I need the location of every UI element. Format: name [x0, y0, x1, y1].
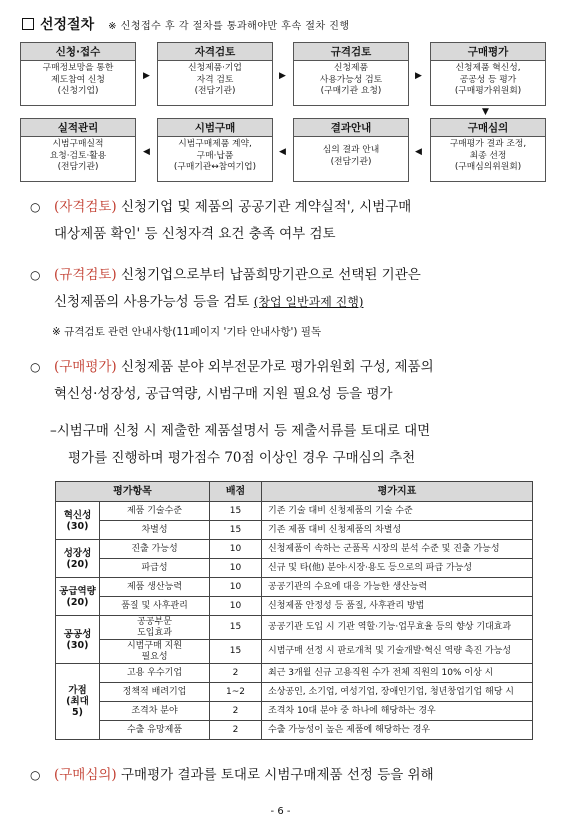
flow-step-line: 공공성 등 평가: [459, 74, 517, 85]
arrow-right-icon: ▶: [143, 71, 150, 81]
item-cell: 품질 및 사후관리: [100, 597, 210, 616]
indicator-cell: 공공기관 도입 시 기관 역할·기능·업무효율 등의 향상 기대효과: [262, 616, 533, 640]
flow-step-title: 결과안내: [294, 119, 408, 137]
flow-step-line: (전담기관): [57, 162, 99, 172]
paragraph-text: 대상제품 확인' 등 신청자격 요건 충족 여부 검토: [54, 226, 336, 242]
bullet-circle-icon: ○: [30, 360, 41, 374]
paragraph-text: 신청기업 및 제품의 공공기관 계약실적', 시범구매: [116, 199, 412, 215]
flow-step-line: 신청제품·기업: [188, 63, 242, 73]
score-cell: 15: [210, 616, 262, 640]
paragraph-text: 혁신성·성장성, 공급역량, 시범구매 지원 필요성 등을 평가: [54, 386, 393, 402]
category-cell: 성장성 (20): [56, 540, 100, 578]
item-cell: 조격차 분야: [100, 702, 210, 721]
keyword: (규격검토): [54, 267, 117, 283]
flow-step-result: [293, 118, 409, 182]
arrow-left-icon: ◀: [415, 147, 422, 157]
flow-step-title: 실적관리: [21, 119, 135, 137]
flow-step-title: 신청·접수: [21, 43, 135, 61]
flow-step-line: 시범구매제품 계약,: [178, 139, 252, 149]
flow-step-line: 시범구매실적: [52, 139, 104, 149]
score-cell: 10: [210, 559, 262, 578]
score-cell: 2: [210, 702, 262, 721]
category-cell: 공공성 (30): [56, 616, 100, 664]
table-row: [56, 664, 533, 683]
item-cell: 진출 가능성: [100, 540, 210, 559]
flow-step-performance: [20, 118, 136, 182]
flow-step-line: 신청제품 혁신성,: [455, 63, 521, 73]
item-cell: 수출 유망제품: [100, 721, 210, 740]
table-row: [56, 502, 533, 521]
flow-step-line: 최종 선정: [469, 150, 507, 161]
section-title: [22, 14, 350, 34]
section-title-text: 선정절차: [40, 17, 95, 33]
flow-step-title: 시범구매: [158, 119, 272, 137]
paragraph-text: 신청제품의 사용가능성 등을 검토: [54, 294, 254, 310]
table-row: [56, 597, 533, 616]
bullet-circle-icon: ○: [30, 768, 41, 782]
flow-step-line: (구매기관 요청): [320, 86, 382, 96]
indicator-cell: 공공기관의 수요에 대응 가능한 생산능력: [262, 578, 533, 597]
flow-step-qualification: [157, 42, 273, 106]
score-cell: 1~2: [210, 683, 262, 702]
arrow-right-icon: ▶: [415, 71, 422, 81]
item-cell: 제품 기술수준: [100, 502, 210, 521]
indicator-cell: 기존 제품 대비 신청제품의 차별성: [262, 521, 533, 540]
item-cell: 시범구매 지원 필요성: [100, 640, 210, 664]
flow-step-line: 구매·납품: [196, 150, 234, 161]
indicator-cell: 시범구매 선정 시 판로개척 및 기술개발·혁신 역량 촉진 가능성: [262, 640, 533, 664]
page-number: - 6 -: [270, 806, 291, 817]
table-header-row: [56, 482, 533, 502]
item-cell: 고용 우수기업: [100, 664, 210, 683]
flow-step-title: 구매심의: [431, 119, 545, 137]
flow-step-line: 자격 검토: [196, 74, 234, 85]
keyword: (구매심의): [54, 767, 117, 783]
score-cell: 10: [210, 540, 262, 559]
category-cell: 혁신성 (30): [56, 502, 100, 540]
header-score: 배점: [210, 482, 262, 502]
item-cell: 공공부문 도입효과: [100, 616, 210, 640]
indicator-cell: 수출 가능성이 높은 제품에 해당하는 경우: [262, 721, 533, 740]
evaluation-table: [55, 481, 533, 740]
paragraph-evaluation: [30, 354, 550, 408]
flow-step-title: 구매평가: [431, 43, 545, 61]
checkbox-square-icon: [22, 18, 34, 30]
flow-step-evaluation: [430, 42, 546, 106]
header-item: 평가항목: [56, 482, 210, 502]
table-row: [56, 616, 533, 640]
indicator-cell: 신청제품 안정성 등 품질, 사후관리 방법: [262, 597, 533, 616]
table-row: [56, 702, 533, 721]
flow-step-line: (구매심의위원회): [454, 162, 522, 172]
flow-step-line: 심의 결과 안내: [322, 145, 380, 155]
score-cell: 15: [210, 502, 262, 521]
flow-step-application: [20, 42, 136, 106]
category-cell: 가점 (최대 5): [56, 664, 100, 740]
paragraph-text: 신청기업으로부터 납품희망기관으로 선택된 기관은: [116, 267, 421, 283]
table-row: [56, 559, 533, 578]
score-cell: 2: [210, 721, 262, 740]
underlined-note: (창업 일반과제 진행): [253, 295, 364, 309]
procedure-flow: [20, 42, 546, 176]
table-row: [56, 521, 533, 540]
bullet-circle-icon: ○: [30, 200, 41, 214]
paragraph-text: 구매평가 결과를 토대로 시범구매제품 선정 등을 위해: [116, 767, 434, 783]
paragraph-text: 평가를 진행하며 평가점수 70점 이상인 경우 구매심의 추천: [68, 450, 416, 466]
section-note: ※ 신청접수 후 각 절차를 통과해야만 후속 절차 진행: [108, 20, 350, 32]
bullet-circle-icon: ○: [30, 268, 41, 282]
header-indicator: 평가지표: [262, 482, 533, 502]
paragraph-deliberation: [30, 762, 550, 789]
indicator-cell: 기존 기술 대비 신청제품의 기술 수준: [262, 502, 533, 521]
flow-step-title: 규격검토: [294, 43, 408, 61]
table-row: [56, 721, 533, 740]
flow-step-line: (구매평가위원회): [454, 86, 522, 96]
paragraph-text: –시범구매 신청 시 제출한 제품설명서 등 제출서류를 토대로 대면: [50, 423, 431, 439]
paragraph-specification: [30, 262, 550, 316]
flow-step-line: 구매정보망을 통한: [42, 63, 114, 73]
item-cell: 차별성: [100, 521, 210, 540]
item-cell: 파급성: [100, 559, 210, 578]
table-row: [56, 578, 533, 597]
flow-step-line: 요청·검토·활용: [49, 150, 107, 161]
flow-step-specification: [293, 42, 409, 106]
item-cell: 정책적 배려기업: [100, 683, 210, 702]
flow-step-line: 구매평가 결과 조정,: [449, 139, 527, 149]
flow-step-title: 자격검토: [158, 43, 272, 61]
flow-step-deliberation: [430, 118, 546, 182]
paragraph-qualification: [30, 194, 550, 248]
flow-step-line: 제도참여 신청: [51, 74, 105, 85]
score-cell: 2: [210, 664, 262, 683]
flow-step-line: 신청제품: [334, 63, 368, 73]
indicator-cell: 신규 및 타(他) 분야·시장·용도 등으로의 파급 가능성: [262, 559, 533, 578]
specification-note: ※ 규격검토 관련 안내사항(11페이지 '기타 안내사항') 필독: [52, 326, 322, 338]
flow-step-line: (전담기관): [330, 156, 372, 167]
indicator-cell: 소상공인, 소기업, 여성기업, 장애인기업, 청년창업기업 해당 시: [262, 683, 533, 702]
arrow-left-icon: ◀: [279, 147, 286, 157]
category-cell: 공급역량 (20): [56, 578, 100, 616]
score-cell: 10: [210, 597, 262, 616]
score-cell: 15: [210, 640, 262, 664]
item-cell: 제품 생산능력: [100, 578, 210, 597]
flow-step-line: 사용가능성 검토: [319, 74, 383, 85]
flow-step-line: (구매기관↔참여기업): [173, 162, 257, 172]
indicator-cell: 조격차 10대 분야 중 하나에 해당하는 경우: [262, 702, 533, 721]
arrow-right-icon: ▶: [279, 71, 286, 81]
keyword: (자격검토): [54, 199, 117, 215]
keyword: (구매평가): [54, 359, 117, 375]
table-row: [56, 640, 533, 664]
score-cell: 10: [210, 578, 262, 597]
arrow-down-icon: ▼: [482, 107, 489, 117]
indicator-cell: 최근 3개월 신규 고용직원 수가 전체 직원의 10% 이상 시: [262, 664, 533, 683]
flow-step-line: (전담기관): [194, 86, 236, 96]
evaluation-detail: [50, 418, 555, 472]
arrow-left-icon: ◀: [143, 147, 150, 157]
flow-step-trial-purchase: [157, 118, 273, 182]
score-cell: 15: [210, 521, 262, 540]
table-row: [56, 540, 533, 559]
paragraph-text: 신청제품 분야 외부전문가로 평가위원회 구성, 제품의: [116, 359, 434, 375]
table-row: [56, 683, 533, 702]
flow-step-line: (신청기업): [57, 86, 99, 96]
indicator-cell: 신청제품이 속하는 군품목 시장의 분석 수준 및 진출 가능성: [262, 540, 533, 559]
